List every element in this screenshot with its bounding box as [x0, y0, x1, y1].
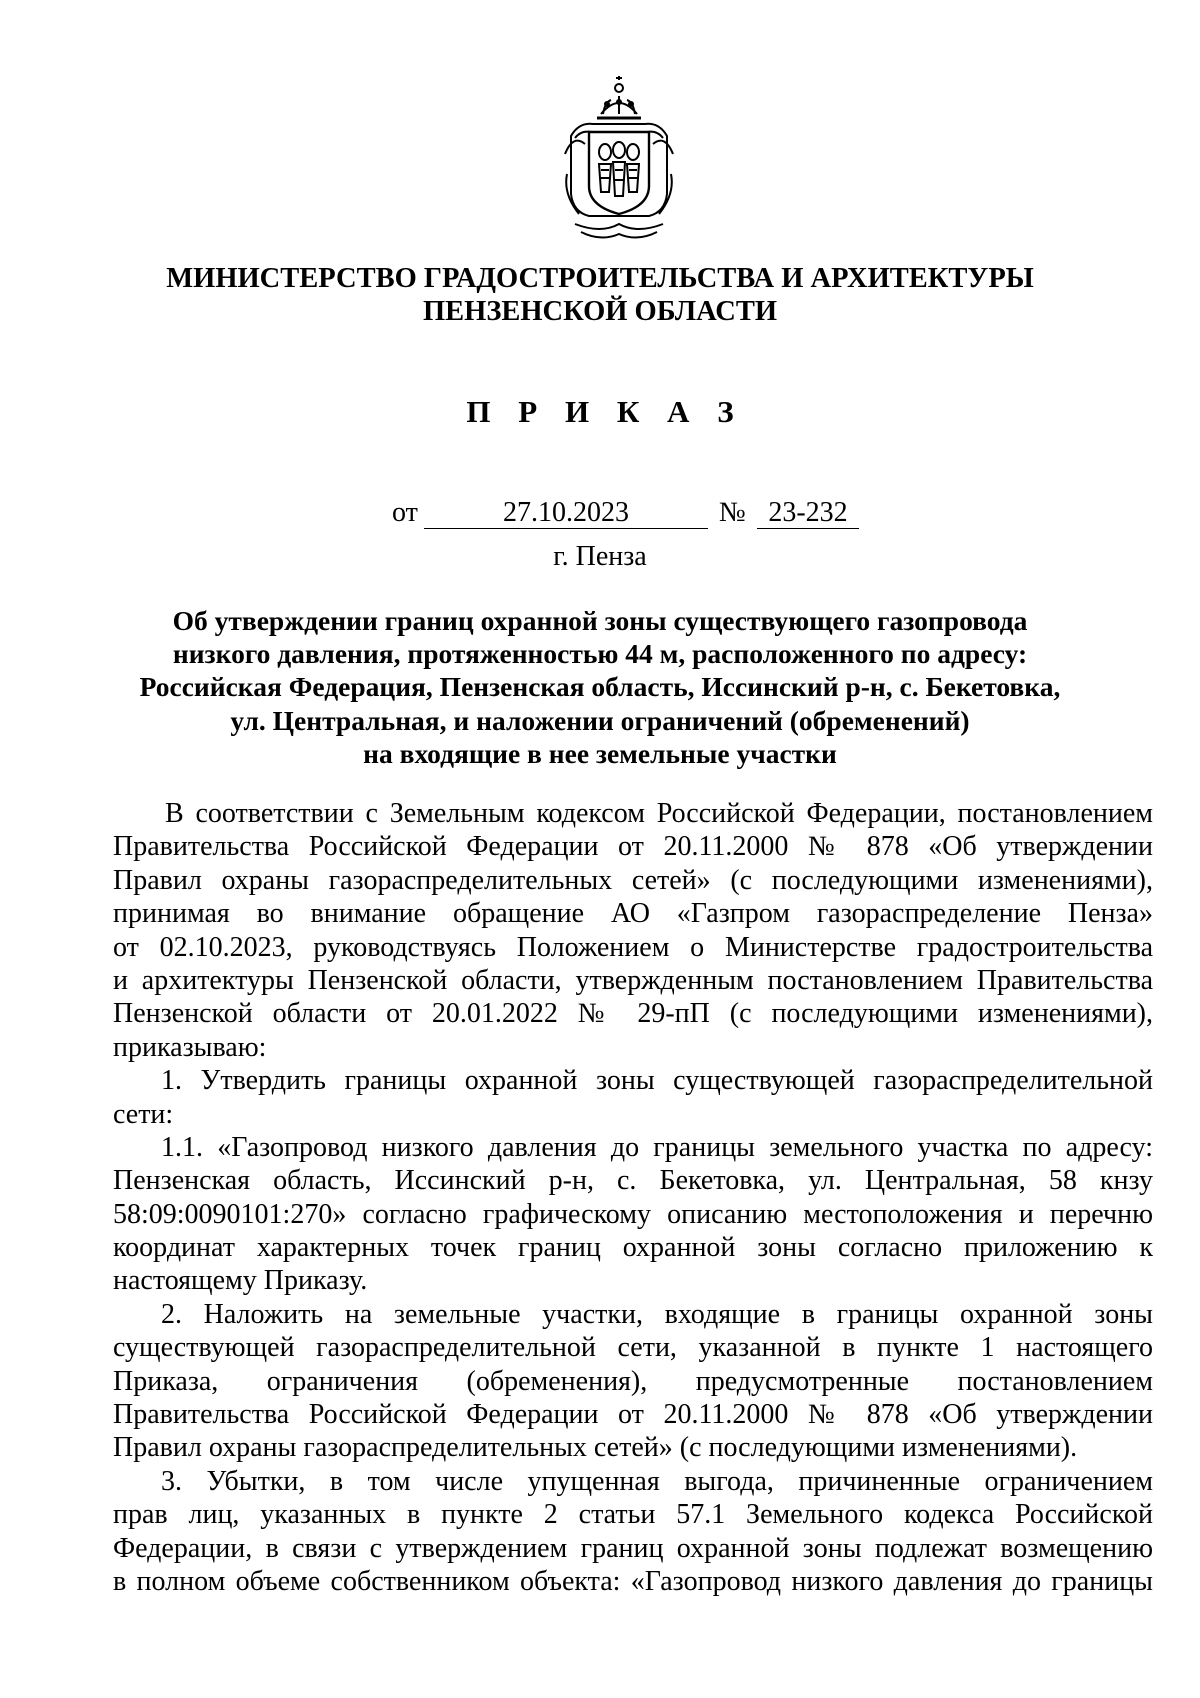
ministry-name-line-1: МИНИСТЕРСТВО ГРАДОСТРОИТЕЛЬСТВА И АРХИТЕКТУРЫ — [166, 263, 1034, 294]
body-line: Приказа, ограничения (обременения), предусмотренные постановлением — [113, 1365, 1153, 1397]
body-line: принимая во внимание обращение АО «Газпром газораспределение Пенза» — [113, 898, 1153, 930]
body-line: Пензенская область, Иссинский р-н, с. Бекетовка, ул. Центральная, 58 кнзу — [113, 1165, 1153, 1197]
order-number: 23-232 — [757, 498, 859, 529]
body-line: существующей газораспределительной сети, указанной в пункте 1 настоящего — [113, 1332, 1153, 1364]
coat-of-arms-emblem — [561, 74, 677, 246]
body-line: 1.1. «Газопровод низкого давления до границы земельного участка по адресу: — [161, 1131, 1153, 1163]
body-line: в полном объеме собственником объекта: «Газопровод низкого давления до границы — [113, 1565, 1153, 1597]
body-line: прав лиц, указанных в пункте 2 статьи 57.1 Земельного кодекса Российской — [113, 1499, 1153, 1531]
body-line: Пензенской области от 20.01.2022 № 29-пП (с последующими изменениями), — [113, 998, 1153, 1030]
body-line: В соответствии с Земельным кодексом Российской Федерации, постановлением — [165, 798, 1153, 829]
order-date: 27.10.2023 — [424, 498, 708, 529]
body-line: Правительства Российской Федерации от 20.11.2000 № 878 «Об утверждении — [113, 1399, 1153, 1431]
body-line: сети: — [113, 1098, 174, 1130]
body-line: координат характерных точек границ охранной зоны согласно приложению к — [113, 1232, 1153, 1264]
body-line: 3. Убытки, в том числе упущенная выгода, причиненные ограничением — [161, 1465, 1153, 1497]
document-type-title: П Р И К А З — [466, 394, 744, 429]
subject-line: Об утверждении границ охранной зоны существующего газопровода — [172, 605, 1028, 636]
body-line: 58:09:0090101:270» согласно графическому описанию местоположения и перечню — [113, 1198, 1153, 1230]
subject-line: на входящие в нее земельные участки — [363, 737, 837, 769]
ministry-name — [0, 262, 1200, 328]
body-line: Правил охраны газораспределительных сетей» (с последующими изменениями). — [113, 1432, 1078, 1464]
body-line: Правительства Российской Федерации от 20.11.2000 № 878 «Об утверждении — [113, 831, 1153, 863]
body-line: от 02.10.2023, руководствуясь Положением о Министерстве градостроительства — [113, 931, 1153, 963]
body-line: приказываю: — [113, 1031, 267, 1063]
subject-line: низкого давления, протяженностью 44 м, расположенного по адресу: — [172, 638, 1028, 670]
body-line: Правил охраны газораспределительных сетей» (с последующими изменениями), — [113, 864, 1153, 896]
order-subject — [0, 604, 1200, 770]
subject-line: Российская Федерация, Пензенская область, Иссинский р-н, с. Бекетовка, — [139, 671, 1061, 703]
body-line: Федерации, в связи с утверждением границ охранной зоны подлежат возмещению — [113, 1532, 1153, 1564]
subject-line: ул. Центральная, и наложении ограничений (обременений) — [230, 704, 970, 736]
body-line: 1. Утвердить границы охранной зоны существующей газораспределительной — [161, 1065, 1153, 1097]
body-line: 2. Наложить на земельные участки, входящие в границы охранной зоны — [161, 1298, 1153, 1330]
number-prefix: № — [719, 497, 746, 528]
body-line: настоящему Приказу. — [113, 1265, 368, 1297]
ministry-name-line-2: ПЕНЗЕНСКОЙ ОБЛАСТИ — [422, 296, 778, 327]
city: г. Пенза — [553, 541, 647, 572]
order-body-text — [113, 797, 1153, 1598]
date-prefix: от — [392, 497, 418, 528]
body-line: и архитектуры Пензенской области, утвержденным постановлением Правительства — [113, 964, 1153, 996]
